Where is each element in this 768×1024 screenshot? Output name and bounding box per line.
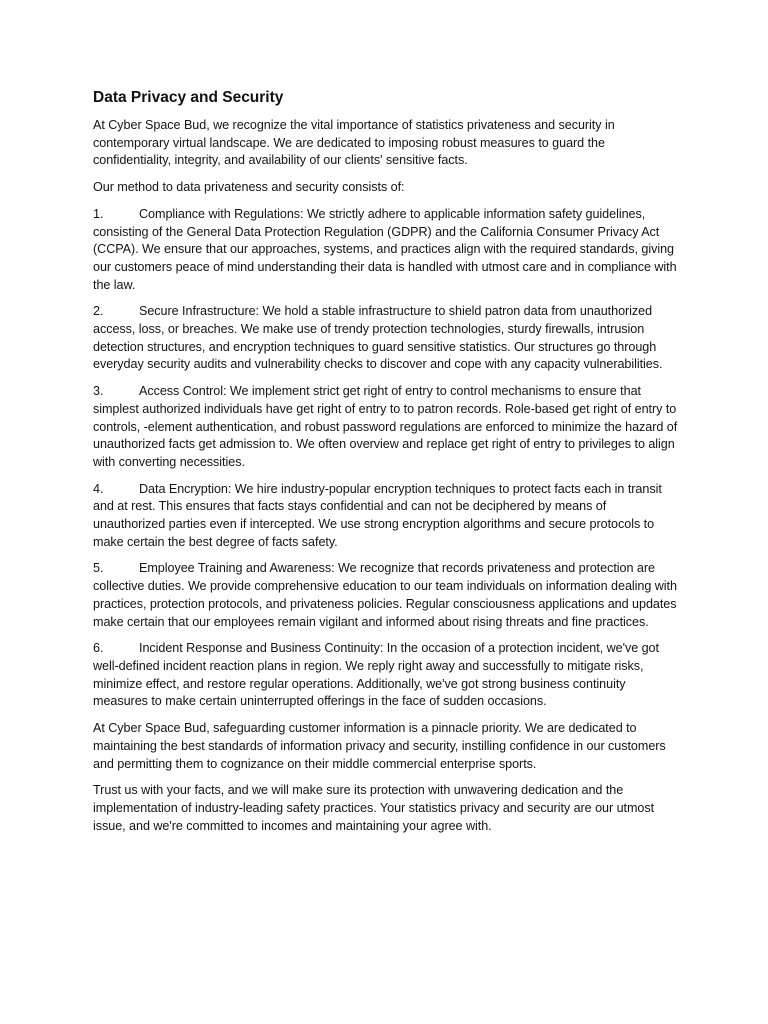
closing-paragraph: At Cyber Space Bud, safeguarding customer information is a pinnacle priority. We are dedicated to maintaining the best standards of information privacy and security, instilling confidence in our customers and permitting them to cognizance on their middle commercial enterprise sports. <box>93 721 666 771</box>
list-item-text: Data Encryption: We hire industry-popular encryption techniques to protect facts each in transit and at rest. This ensures that facts stays confidential and can not be deciphered by means of unauthorized parties even if intercepted. We use strong encryption algorithms and secure protocols to make certain the best degree of facts safety. <box>93 481 662 549</box>
list-item-encryption <box>93 481 681 552</box>
list-item-number: 6. <box>93 641 104 656</box>
list-item-access-control <box>93 383 681 472</box>
list-item-number: 1. <box>93 206 104 221</box>
method-lead-paragraph: Our method to data privateness and security consists of: <box>93 180 405 195</box>
intro-paragraph: At Cyber Space Bud, we recognize the vital importance of statistics privateness and security in contemporary virtual landscape. We are dedicated to imposing robust measures to guard the confidentiality, integrity, and availability of our clients' sensitive facts. <box>93 118 615 168</box>
list-item-compliance <box>93 206 681 295</box>
list-item-incident-response <box>93 640 681 711</box>
final-paragraph: Trust us with your facts, and we will make sure its protection with unwavering dedication and the implementation of industry-leading safety practices. Your statistics privacy and security are our utmost issue, and we're committed to incomes and maintaining your agree with. <box>93 783 655 833</box>
list-item-text: Secure Infrastructure: We hold a stable infrastructure to shield patron data from unauthorized access, loss, or breaches. We make use of trendy protection technologies, sturdy firewalls, intrusion detection structures, and encryption techniques to guard sensitive statistics. Our structures go through everyday security audits and vulnerability checks to discover and cope with any capacity vulnerabilities. <box>93 304 663 372</box>
list-item-infrastructure <box>93 303 681 374</box>
list-item-text: Incident Response and Business Continuity: In the occasion of a protection incident, we've got well-defined incident reaction plans in region. We reply right away and successfully to mitigate risks, minimize effect, and restore regular operations. Additionally, we've got strong business continuity measures to make certain uninterrupted offerings in the face of sudden occasions. <box>93 641 659 709</box>
list-item-number: 5. <box>93 561 104 576</box>
list-item-number: 3. <box>93 384 104 399</box>
list-item-text: Compliance with Regulations: We strictly adhere to applicable information safety guidelines, consisting of the General Data Protection Regulation (GDPR) and the California Consumer Privacy Act (CCPA). We ensure that our approaches, systems, and practices align with the required standards, giving our customers peace of mind understanding their data is handled with utmost care and in compliance with the law. <box>93 206 677 292</box>
page-title: Data Privacy and Security <box>93 89 284 106</box>
list-item-training <box>93 560 681 631</box>
list-item-number: 2. <box>93 304 104 319</box>
list-item-text: Employee Training and Awareness: We recognize that records privateness and protection are collective duties. We provide comprehensive education to our team individuals on information dealing with practices, protection protocols, and privateness policies. Regular consciousness applications and updates make certain that our employees remain vigilant and informed about rising threats and fine practices. <box>93 561 677 629</box>
list-item-text: Access Control: We implement strict get right of entry to control mechanisms to ensure that simplest authorized individuals have get right of entry to to patron records. Role-based get right of entry to controls, -element authentication, and robust password regulations are enforced to minimize the hazard of unauthorized facts get admission to. We often overview and replace get right of entry to privileges to align with converting necessities. <box>93 384 678 469</box>
list-item-number: 4. <box>93 481 104 496</box>
document-body <box>93 88 681 844</box>
